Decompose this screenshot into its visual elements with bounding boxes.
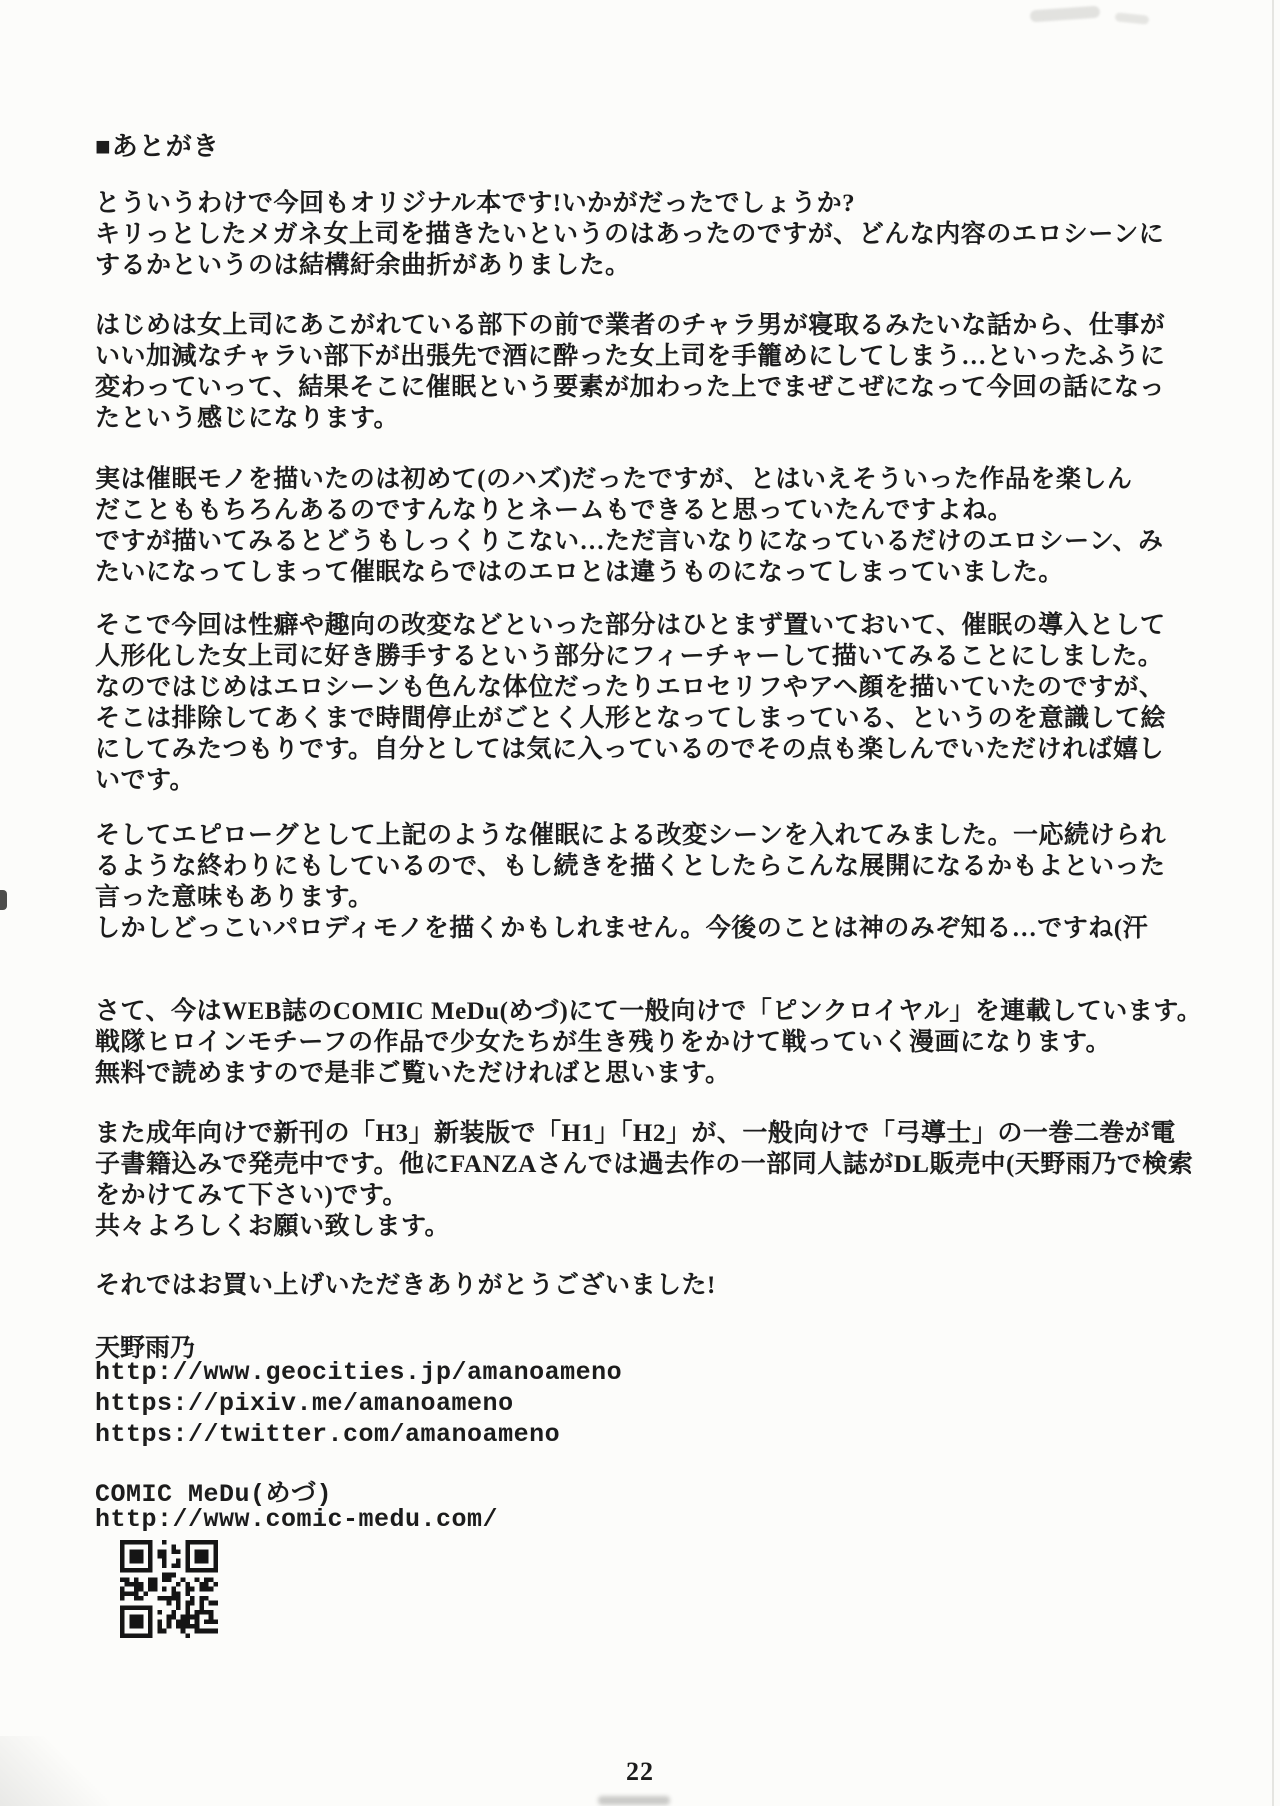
- para-first-hypnosis: [95, 464, 1164, 588]
- para-comic-medu-plug: [95, 996, 1202, 1089]
- text-line: だことももちろんあるのですんなりとネームもできると思っていたんですよね。: [95, 497, 1014, 524]
- thanks-line: [95, 1270, 716, 1301]
- text-line: 実は催眠モノを描いたのは初めて(のハズ)だったですが、とはいえそういった作品を楽しん: [95, 466, 1133, 493]
- author-url-pixiv: https://pixiv.me/amanoameno: [95, 1389, 514, 1418]
- text-line: 変わっていって、結果そこに催眠という要素が加わった上でまぜこぜになって今回の話になっ: [95, 374, 1166, 401]
- author-name: 天野雨乃: [95, 1335, 196, 1362]
- text-line: いい加減なチャラい部下が出張先で酒に酔った女上司を手籠めにしてしまう…といったふうに: [95, 343, 1166, 370]
- text-line: さて、今はWEB誌のCOMIC MeDu(めづ)にて一般向けで「ピンクロイヤル」を連載しています。: [95, 998, 1203, 1025]
- text-line: 言った意味もあります。: [95, 884, 374, 911]
- text-line: 無料で読めますので是非ご覧いただければと思います。: [95, 1060, 731, 1087]
- text-line: なのではじめはエロシーンも色んな体位だったりエロセリフやアヘ顔を描いていたのですが、: [95, 674, 1165, 701]
- scan-artifact-right-edge: [1272, 0, 1274, 1806]
- scan-artifact-smudge: [1030, 6, 1101, 23]
- text-line: それではお買い上げいただきありがとうございました!: [95, 1272, 716, 1299]
- text-line: するかというのは結構紆余曲折がありました。: [95, 252, 631, 279]
- text-line: 人形化した女上司に好き勝手するという部分にフィーチャーして描いてみることにしました。: [95, 643, 1164, 670]
- text-line: たいになってしまって催眠ならではのエロとは違うものになってしまっていました。: [95, 559, 1064, 586]
- text-line: しかしどっこいパロディモノを描くかもしれません。今後のことは神のみぞ知る…ですね(汗: [95, 915, 1149, 942]
- text-line: そしてエピローグとして上記のような催眠による改変シーンを入れてみました。一応続けられ: [95, 822, 1167, 849]
- para-story-origin: [95, 310, 1165, 434]
- text-line: ですが描いてみるとどうもしっくりこない…ただ言いなりになっているだけのエロシーン、み: [95, 528, 1164, 555]
- page-title: ■あとがき: [95, 132, 220, 161]
- para-epilogue: [95, 820, 1166, 944]
- para-books-plug: [95, 1118, 1193, 1242]
- qr-code: [120, 1540, 218, 1638]
- text-line: 共々よろしくお願い致します。: [95, 1213, 451, 1240]
- text-line: いです。: [95, 767, 196, 794]
- scan-artifact-bottom: [598, 1796, 670, 1805]
- magazine-url: http://www.comic-medu.com/: [95, 1505, 499, 1534]
- magazine-name: COMIC MeDu(めづ): [95, 1480, 333, 1509]
- text-line: 子書籍込みで発売中です。他にFANZAさんでは過去作の一部同人誌がDL販売中(天野雨乃で検索: [95, 1151, 1194, 1178]
- author-url-twitter: https://twitter.com/amanoameno: [95, 1420, 561, 1449]
- para-doll-focus: [95, 610, 1166, 796]
- text-line: キリっとしたメガネ女上司を描きたいというのはあったのですが、どんな内容のエロシーンに: [95, 221, 1165, 248]
- author-url-geocities: http://www.geocities.jp/amanoameno: [95, 1358, 623, 1387]
- text-line: また成年向けで新刊の「H3」新装版で「H1」「H2」が、一般向けで「弓導士」の一巻二巻が電: [95, 1120, 1176, 1147]
- text-line: にしてみたつもりです。自分としては気に入っているのでその点も楽しんでいただければ嬉し: [95, 736, 1165, 763]
- text-line: はじめは女上司にあこがれている部下の前で業者のチャラ男が寝取るみたいな話から、仕事が: [95, 312, 1166, 339]
- text-line: をかけてみて下さい)です。: [95, 1182, 408, 1209]
- scan-artifact-left-mark: [0, 890, 7, 910]
- para-intro: [95, 188, 1164, 281]
- page-number: 22: [626, 1757, 654, 1786]
- scan-artifact-smudge: [1115, 12, 1150, 25]
- text-line: そこで今回は性癖や趣向の改変などといった部分はひとまず置いておいて、催眠の導入として: [95, 612, 1166, 639]
- text-line: そこは排除してあくまで時間停止がごとく人形となってしまっている、というのを意識して絵: [95, 705, 1167, 732]
- text-line: るような終わりにもしているので、もし続きを描くとしたらこんな展開になるかもよといった: [95, 853, 1166, 880]
- text-line: 戦隊ヒロインモチーフの作品で少女たちが生き残りをかけて戦っていく漫画になります。: [95, 1029, 1112, 1056]
- text-line: たという感じになります。: [95, 405, 400, 432]
- text-line: とういうわけで今回もオリジナル本です!いかがだったでしょうか?: [95, 190, 856, 217]
